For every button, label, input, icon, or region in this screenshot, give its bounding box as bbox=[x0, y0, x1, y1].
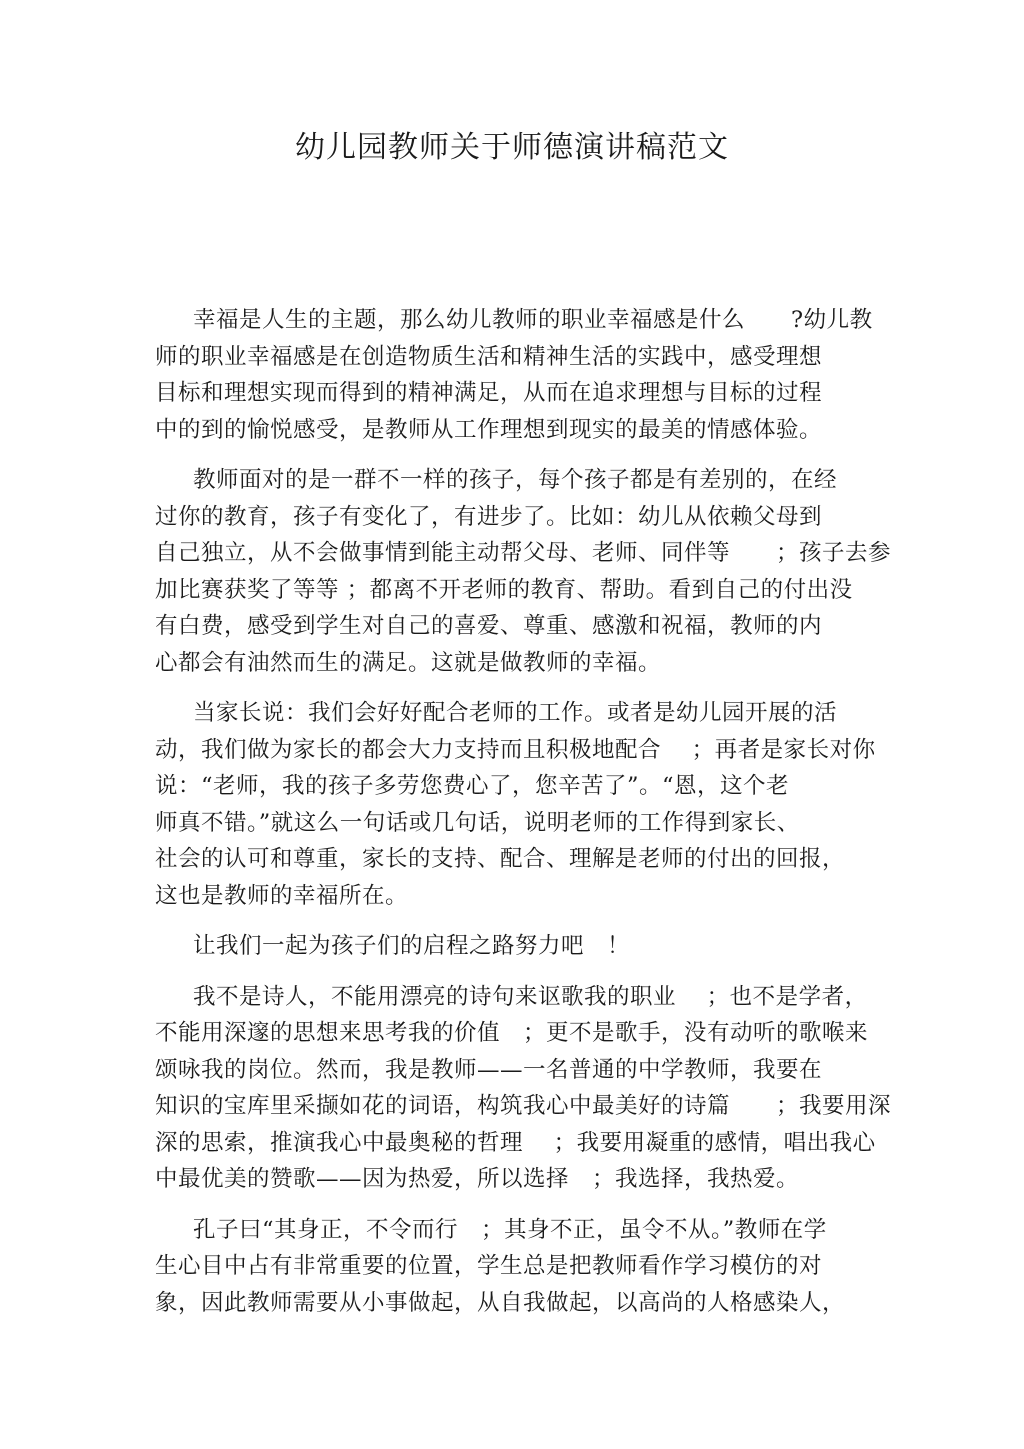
paragraph-line: 生心目中占有非常重要的位置，学生总是把教师看作学习模仿的对 bbox=[155, 1253, 823, 1279]
paragraph-line: 知识的宝库里采撷如花的词语，构筑我心中最美好的诗篇 ；我要用深 bbox=[155, 1093, 892, 1119]
paragraph-line: 目标和理想实现而得到的精神满足，从而在追求理想与目标的过程 bbox=[155, 380, 823, 406]
paragraph-2 bbox=[155, 462, 892, 681]
paragraph-line: 中的到的愉悦感受，是教师从工作理想到现实的最美的情感体验。 bbox=[155, 416, 823, 443]
paragraph-line: 象，因此教师需要从小事做起，从自我做起，以高尚的人格感染人， bbox=[155, 1289, 846, 1316]
paragraph-line: 加比赛获奖了等等 ；都离不开老师的教育、帮助。看到自己的付出没 bbox=[155, 576, 853, 603]
paragraph-5 bbox=[155, 979, 892, 1198]
paragraph-line: 颂咏我的岗位。然而，我是教师——一名普通的中学教师，我要在 bbox=[155, 1056, 823, 1083]
paragraph-line: 不能用深邃的思想来思考我的价值 ；更不是歌手，没有动听的歌喉来 bbox=[155, 1020, 869, 1046]
paragraph-line: 师真不错。”就这么一句话或几句话，说明老师的工作得到家长、 bbox=[155, 809, 800, 836]
paragraph-line: 心都会有油然而生的满足。这就是做教师的幸福。 bbox=[155, 649, 662, 676]
paragraph-line: 有白费，感受到学生对自己的喜爱、尊重、感激和祝福，教师的内 bbox=[155, 613, 823, 639]
paragraph-line: 教师面对的是一群不一样的孩子，每个孩子都是有差别的，在经 bbox=[193, 467, 838, 493]
paragraph-line: 让我们一起为孩子们的启程之路努力吧 ！ bbox=[193, 933, 631, 959]
document-title: 幼儿园教师关于师德演讲稿范文 bbox=[295, 130, 729, 165]
paragraph-line: 自己独立，从不会做事情到能主动帮父母、老师、同伴等 ；孩子去参 bbox=[155, 540, 892, 566]
paragraph-line: 过你的教育，孩子有变化了，有进步了。比如：幼儿从依赖父母到 bbox=[155, 503, 823, 530]
paragraph-line: 孔子曰“其身正，不令而行 ；其身不正，虽令不从。”教师在学 bbox=[193, 1216, 827, 1243]
paragraph-line: 这也是教师的幸福所在。 bbox=[155, 882, 409, 909]
paragraph-1 bbox=[155, 302, 875, 448]
paragraph-line: 动，我们做为家长的都会大力支持而且积极地配合 ；再者是家长对你 bbox=[155, 736, 876, 763]
paragraph-line: 深的思索，推演我心中最奥秘的哲理 ；我要用凝重的感情，唱出我心 bbox=[155, 1129, 876, 1156]
paragraph-line: 社会的认可和尊重，家长的支持、配合、理解是老师的付出的回报， bbox=[155, 846, 846, 872]
paragraph-line: 师的职业幸福感是在创造物质生活和精神生活的实践中，感受理想 bbox=[155, 343, 823, 370]
paragraph-line: 中最优美的赞歌——因为热爱，所以选择 ；我选择，我热爱。 bbox=[155, 1166, 800, 1192]
paragraph-line: 说：“老师，我的孩子多劳您费心了，您辛苦了”。“恩，这个老 bbox=[155, 773, 790, 799]
paragraph-line: 我不是诗人，不能用漂亮的诗句来讴歌我的职业 ；也不是学者， bbox=[193, 983, 868, 1010]
paragraph-line: 当家长说：我们会好好配合老师的工作。或者是幼儿园开展的活 bbox=[193, 700, 838, 726]
paragraph-6 bbox=[155, 1212, 875, 1322]
paragraph-3 bbox=[155, 695, 875, 914]
paragraph-4 bbox=[155, 928, 875, 965]
paragraph-line: 幸福是人生的主题，那么幼儿教师的职业幸福感是什么 ?幼儿教 bbox=[193, 307, 873, 333]
document-body bbox=[155, 302, 892, 1335]
